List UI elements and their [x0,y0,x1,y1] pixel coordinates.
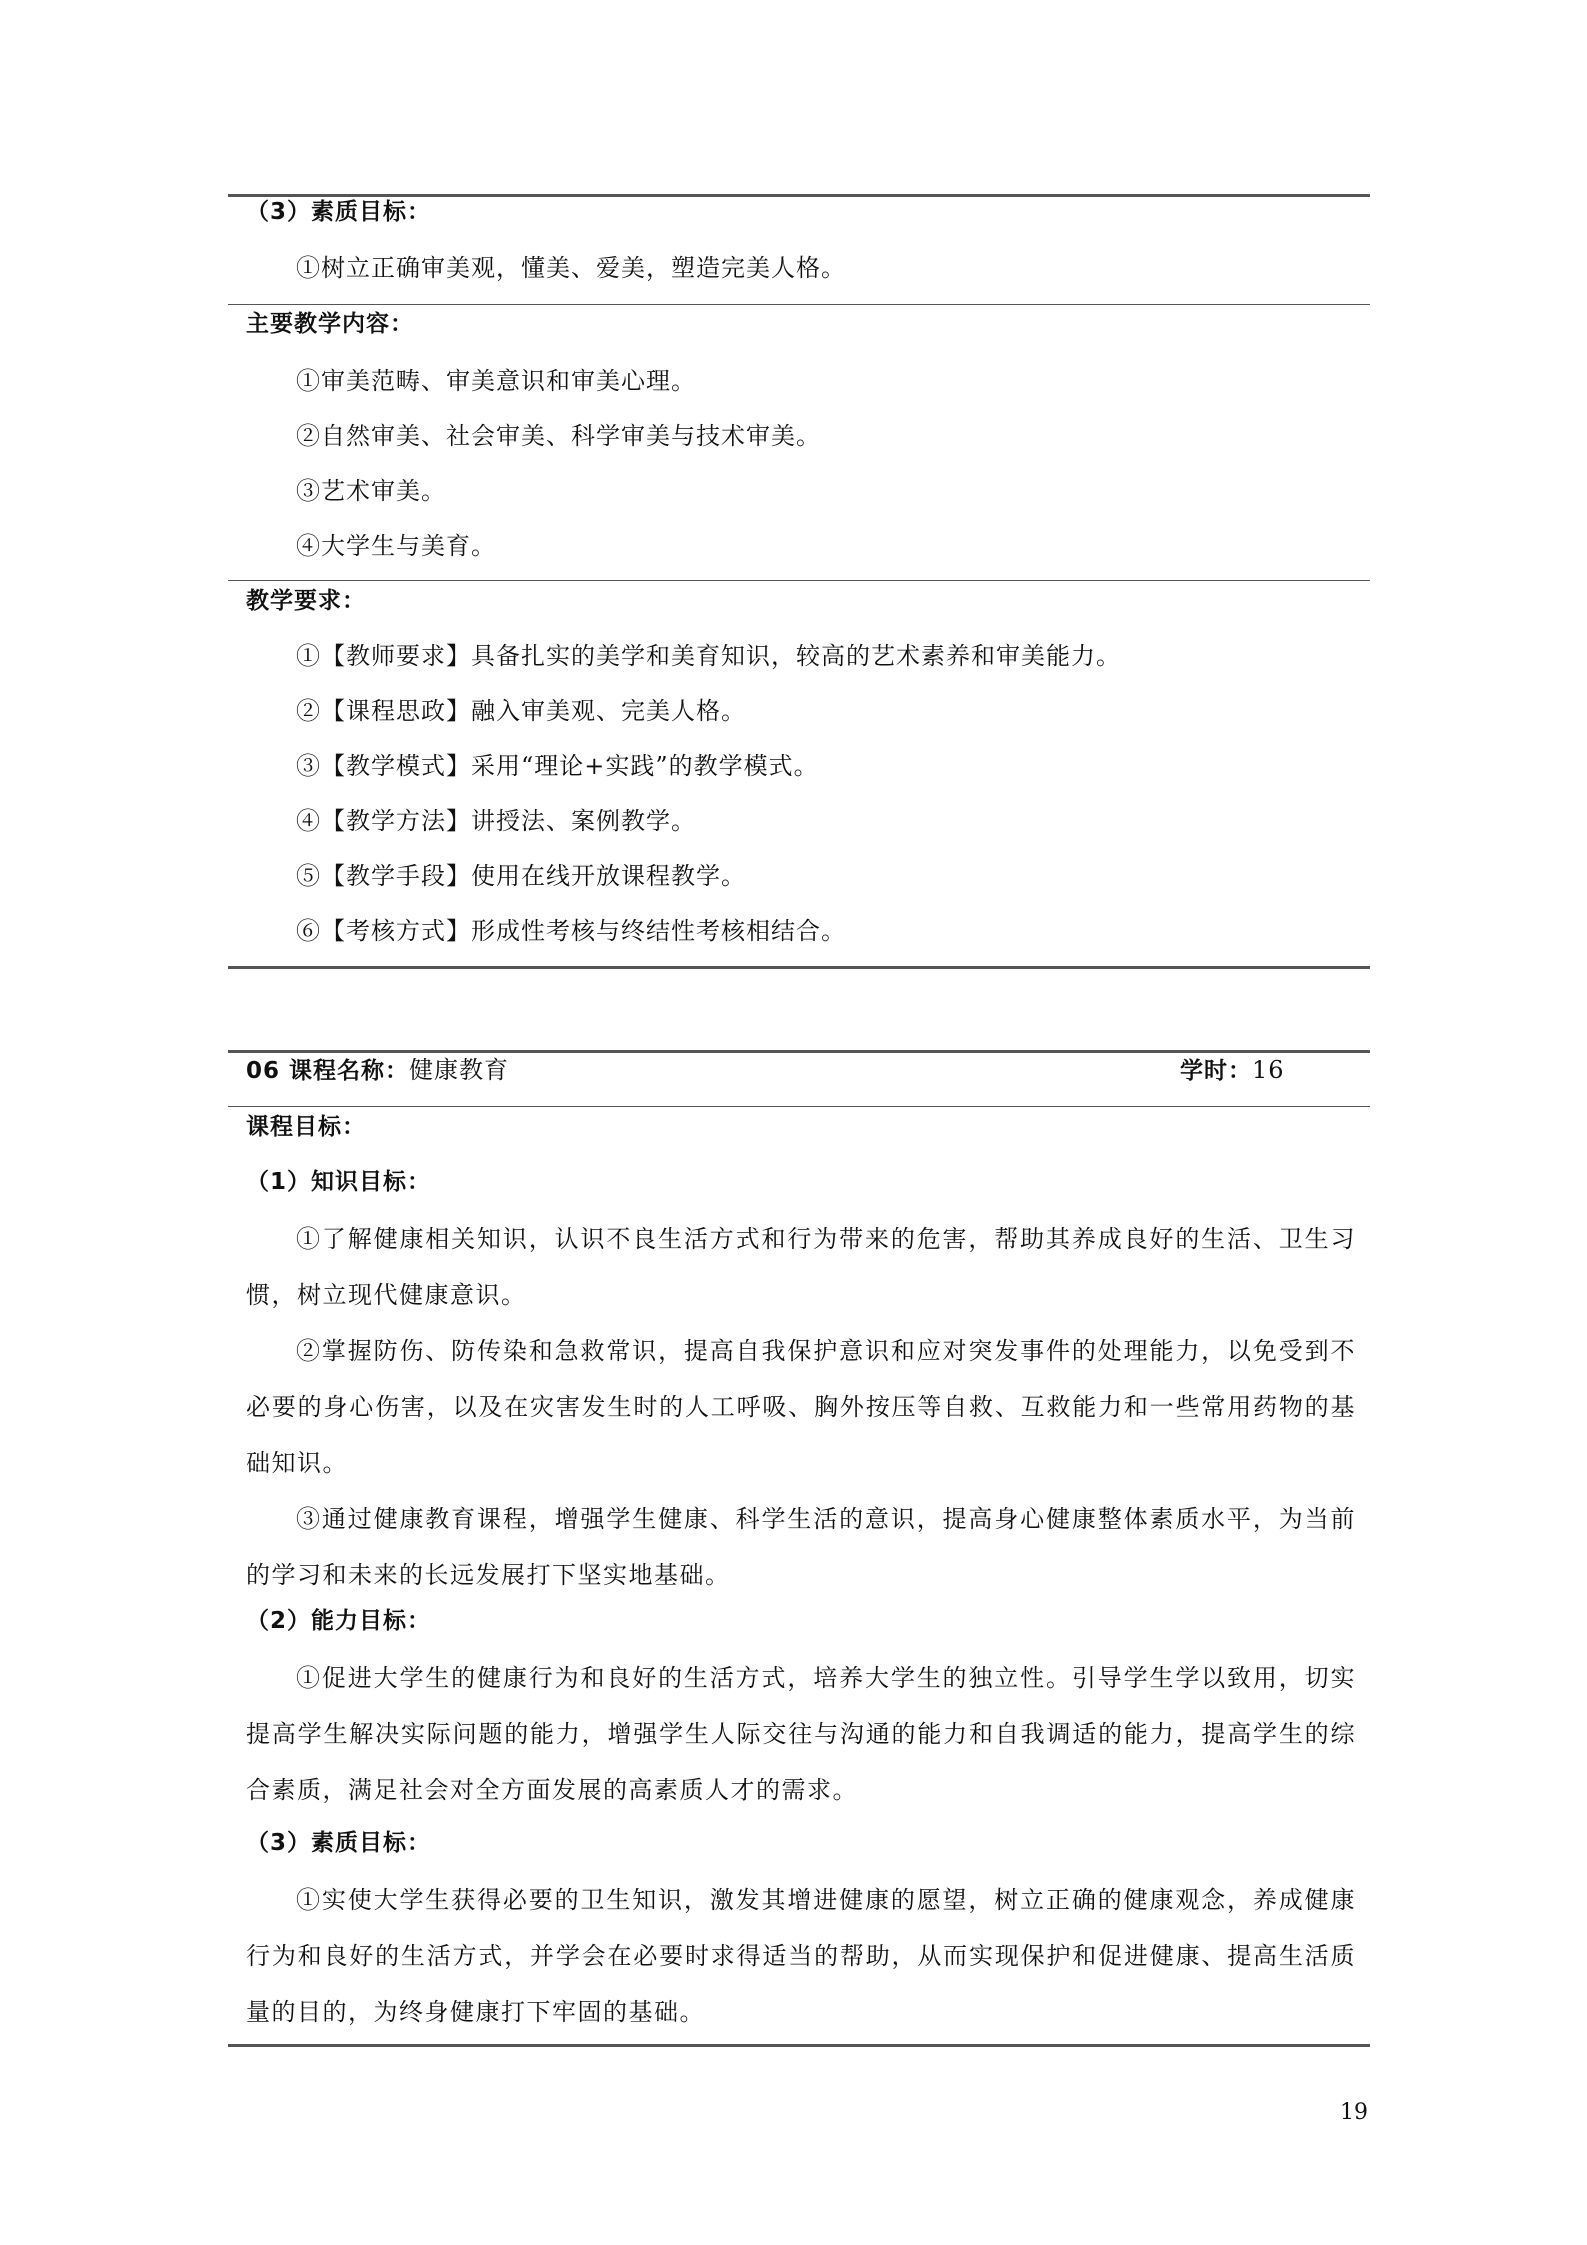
ability-item-1: ①促进大学生的健康行为和良好的生活方式，培养大学生的独立性。引导学生学以致用，切实提高学生解决实际问题的能力，增强学生人际交往与沟通的能力和自我调适的能力，提高学生的综合素质，满足社会对全方面发展的高素质人才的需求。 [246,1664,1356,1804]
quality-heading-2: （3）素质目标： [246,1830,432,1856]
row-divider [228,580,1370,581]
knowledge-heading: （1）知识目标： [246,1169,432,1195]
course-title-row [246,1055,509,1086]
requirements-heading: 教学要求： [246,588,366,614]
content-item-2: ②自然审美、社会审美、科学审美与技术审美。 [296,422,821,450]
requirement-item-1: ①【教师要求】具备扎实的美学和美育知识，较高的艺术素养和审美能力。 [296,642,1121,670]
course-code-label: 06 课程名称： [246,1058,410,1084]
course-hours-value: 16 [1252,1056,1285,1084]
knowledge-item-1: ①了解健康相关知识，认识不良生活方式和行为带来的危害，帮助其养成良好的生活、卫生习惯，树立现代健康意识。 [246,1225,1356,1309]
ability-goals [246,1650,1356,1818]
row-divider [228,304,1370,305]
course-hours-row [1180,1055,1285,1086]
requirement-item-2: ②【课程思政】融入审美观、完美人格。 [296,697,746,725]
quality-item-2: ①实使大学生获得必要的卫生知识，激发其增进健康的愿望，树立正确的健康观念，养成健康行为和良好的生活方式，并学会在必要时求得适当的帮助，从而实现保护和促进健康、提高生活质量的目的，为终身健康打下牢固的基础。 [246,1886,1356,2026]
knowledge-item-2: ②掌握防伤、防传染和急救常识，提高自我保护意识和应对突发事件的处理能力，以免受到不必要的身心伤害，以及在灾害发生时的人工呼吸、胸外按压等自救、互救能力和一些常用药物的基础知识。 [246,1337,1356,1477]
requirement-item-5: ⑤【教学手段】使用在线开放课程教学。 [296,862,746,890]
quality-goals [246,1872,1356,2040]
course-table-top-border [228,1050,1370,1053]
content-item-1: ①审美范畴、审美意识和审美心理。 [296,367,696,395]
course-hours-label: 学时： [1180,1058,1252,1084]
quality-item-1: ①树立正确审美观，懂美、爱美，塑造完美人格。 [296,254,846,282]
page-number: 19 [1340,2100,1368,2125]
table-bottom-border [228,966,1370,969]
content-item-4: ④大学生与美育。 [296,532,496,560]
row-divider [228,1106,1370,1107]
knowledge-item-3: ③通过健康教育课程，增强学生健康、科学生活的意识，提高身心健康整体素质水平，为当前的学习和未来的长远发展打下坚实地基础。 [246,1505,1356,1589]
content-item-3: ③艺术审美。 [296,477,446,505]
ability-heading: （2）能力目标： [246,1608,432,1634]
goals-heading: 课程目标： [246,1114,366,1140]
course-name: 健康教育 [409,1056,510,1084]
content-heading: 主要教学内容： [246,311,414,337]
requirement-item-3: ③【教学模式】采用“理论+实践”的教学模式。 [296,752,819,780]
quality-heading-1: （3）素质目标： [246,199,432,225]
course-table-bottom-border [228,2044,1370,2047]
requirement-item-6: ⑥【考核方式】形成性考核与终结性考核相结合。 [296,917,846,945]
knowledge-goals [246,1211,1356,1603]
requirement-item-4: ④【教学方法】讲授法、案例教学。 [296,807,696,835]
